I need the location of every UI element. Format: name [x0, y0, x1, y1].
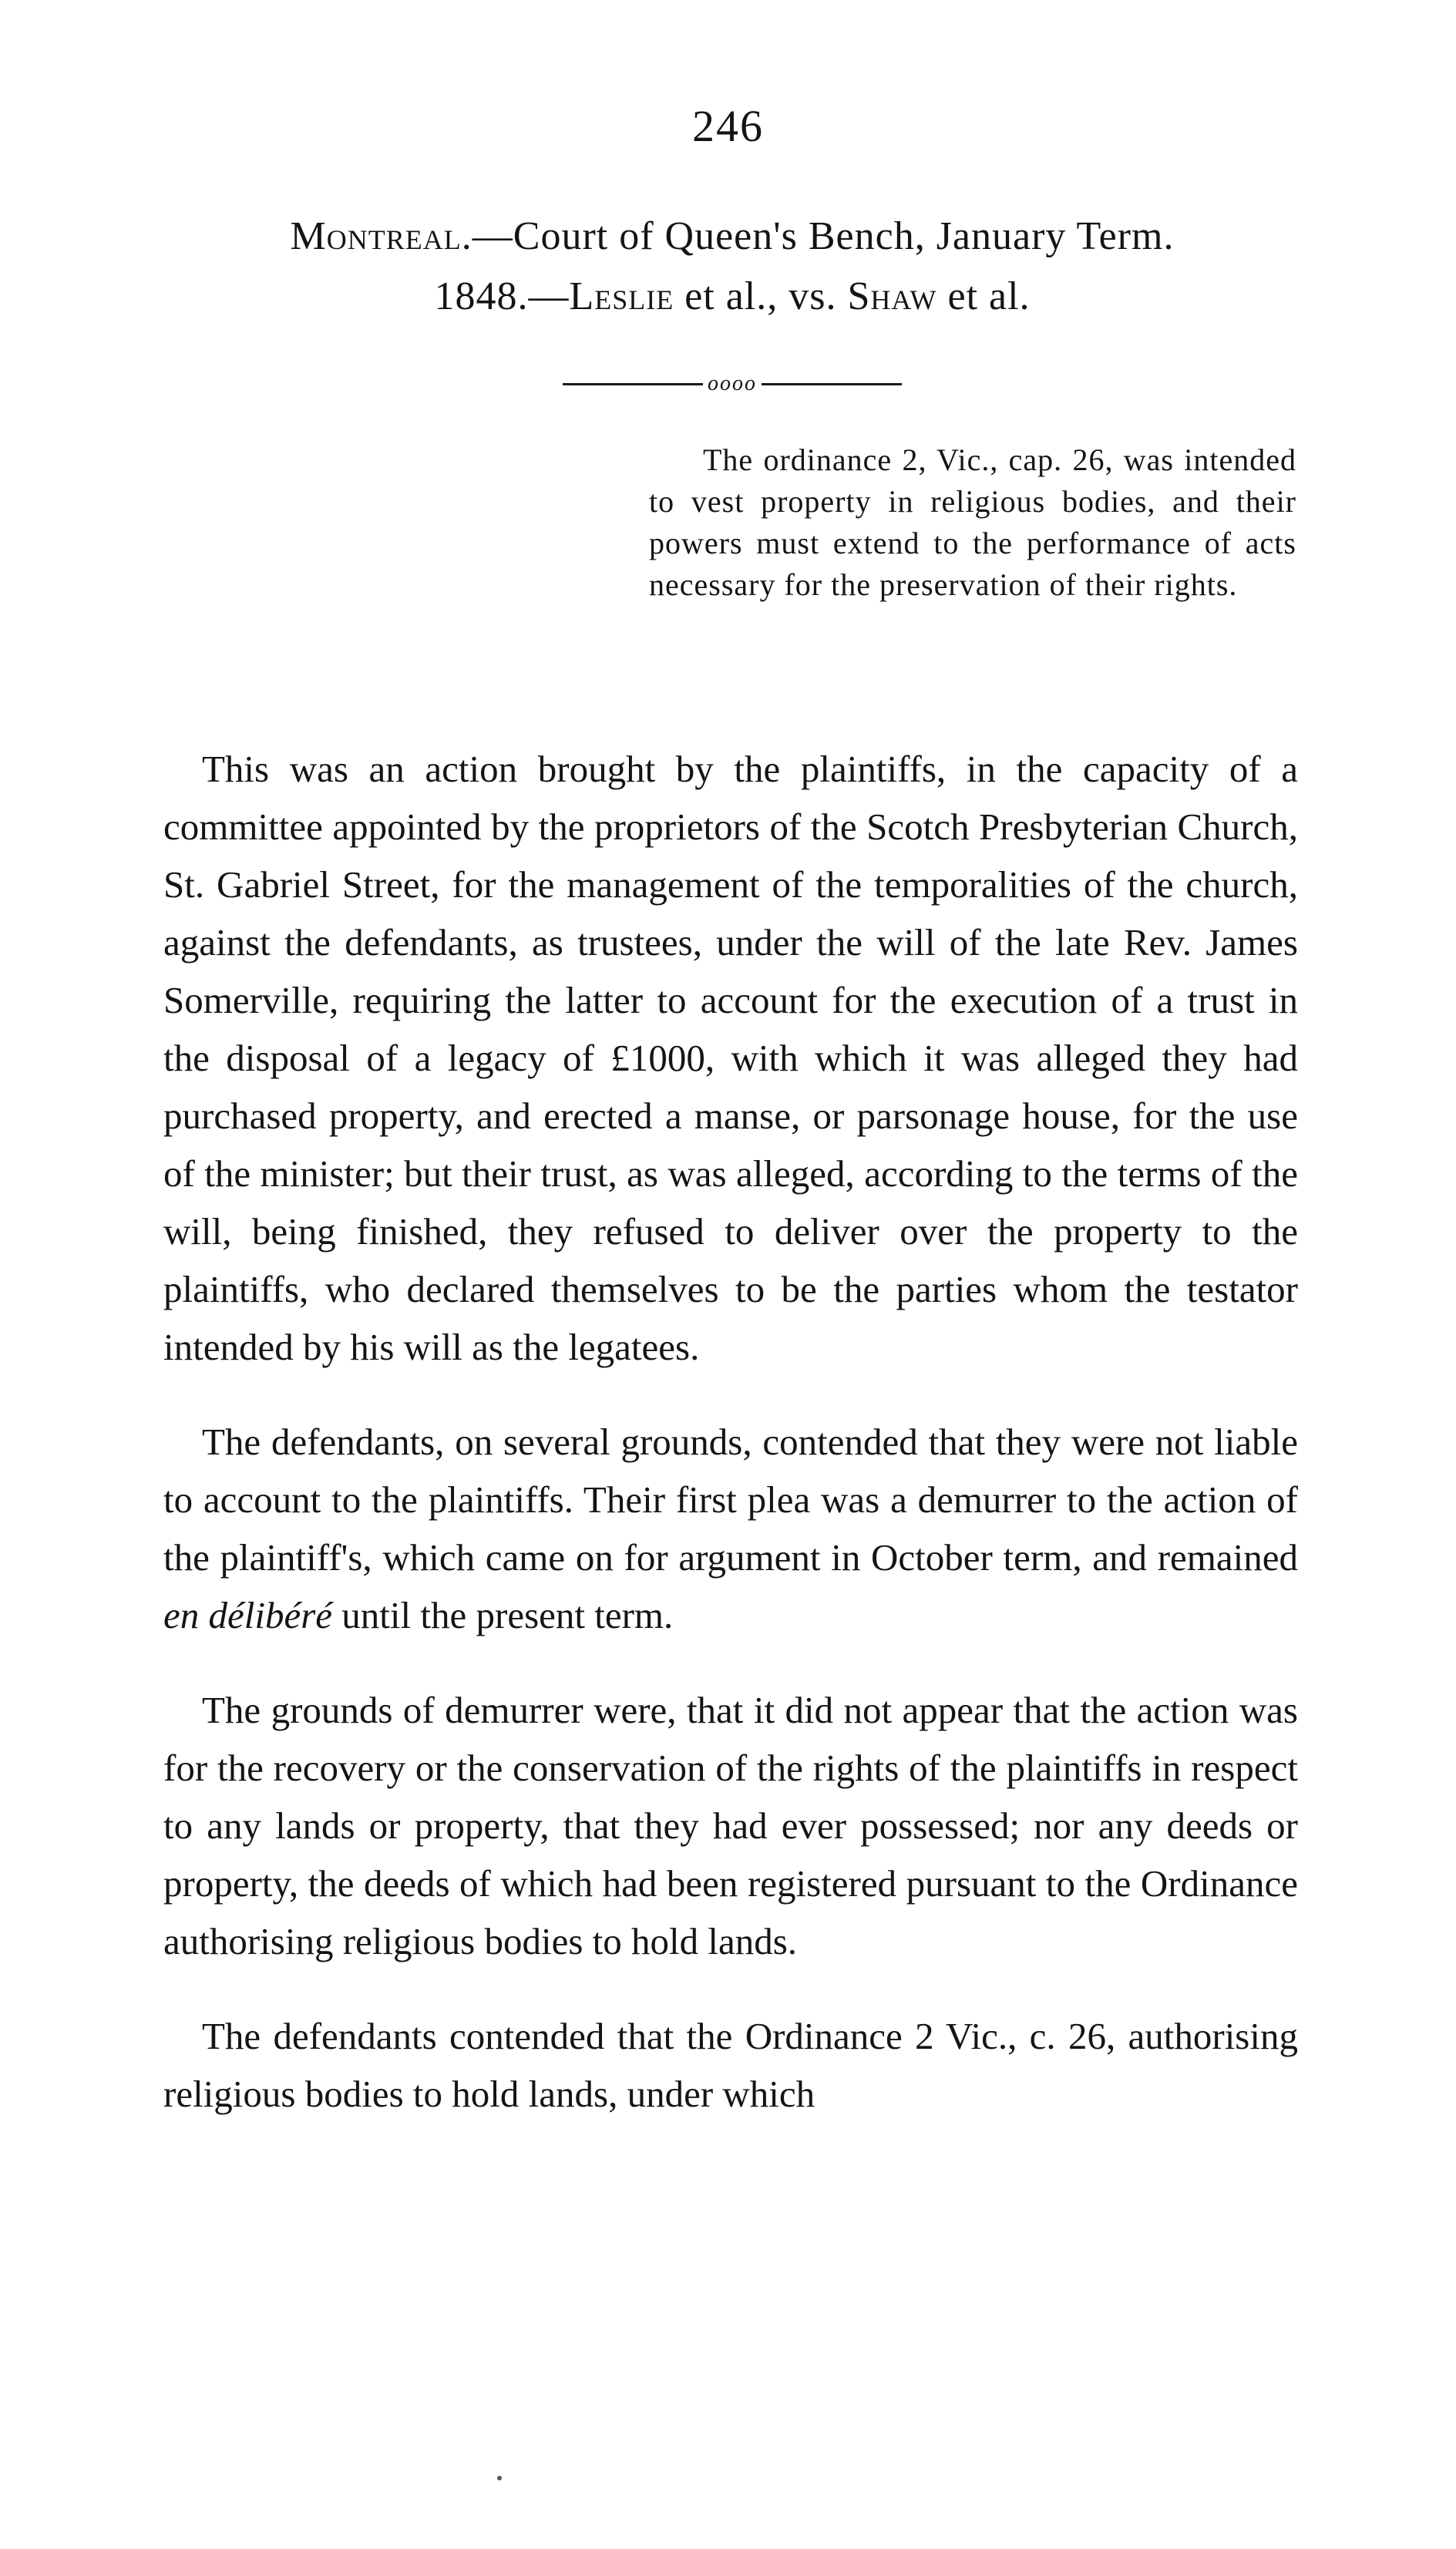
separator-mark: oooo: [708, 372, 757, 395]
paragraph-2-text-before: The defendants, on several grounds, contended that they were not liable to account to the plaintiffs. Their first plea was a demurrer to the action of the plaintiff's, which came on for argument in October term, and remained: [163, 1421, 1298, 1579]
paragraph-3: The grounds of demurrer were, that it did not appear that the action was for the recovery or the conservation of the rights of the plaintiffs in respect to any lands or property, that they had ever possessed; nor any deeds or property, the deeds of which had been registered pursuant to the Ordinance authorising religious bodies to hold lands.: [163, 1689, 1298, 1962]
section-separator: [563, 368, 902, 399]
paragraph-2-text-after: until the present term.: [332, 1594, 674, 1636]
heading-line-one: [154, 207, 1310, 267]
paragraph-4: The defendants contended that the Ordinance 2 Vic., c. 26, authorising religious bodies to hold lands, under which: [163, 2015, 1298, 2115]
heading-line-two: [154, 267, 1310, 327]
page-number: 246: [692, 101, 764, 151]
court-text: —Court of Queen's Bench, January Term.: [472, 214, 1175, 258]
case-end: et al.: [936, 274, 1031, 318]
print-speck: [497, 2476, 502, 2480]
party-two: Shaw: [847, 274, 937, 318]
paragraph-2-italic: en délibéré: [163, 1594, 333, 1636]
year-prefix: 1848.—: [434, 274, 570, 318]
separator-rule-right: [762, 383, 902, 385]
party-one: Leslie: [569, 274, 674, 318]
separator-rule-left: [563, 383, 703, 385]
court-place: Montreal.: [290, 214, 472, 258]
case-middle: et al., vs.: [674, 274, 848, 318]
paragraph-1: This was an action brought by the plaintiffs, in the capacity of a committee appointed by the proprietors of the Scotch Presbyterian Church, St. Gabriel Street, for the management of the temporalities of the church, against the defendants, as trustees, under the will of the late Rev. James Somerville, requiring the latter to account for the execution of a trust in the disposal of a legacy of £1000, with which it was alleged they had purchased property, and erected a manse, or parsonage house, for the use of the minister; but their trust, as was alleged, according to the terms of the will, being finished, they refused to deliver over the property to the plaintiffs, who declared themselves to be the parties whom the testator intended by his will as the legatees.: [163, 748, 1298, 1368]
case-heading: [154, 207, 1310, 327]
body-text: [163, 740, 1298, 2160]
headnote: The ordinance 2, Vic., cap. 26, was intended to vest property in religious bodies, and their powers must extend to the performance of acts necessary for the preservation of their rights.: [649, 442, 1296, 602]
paragraph-2: [163, 1413, 1298, 1644]
